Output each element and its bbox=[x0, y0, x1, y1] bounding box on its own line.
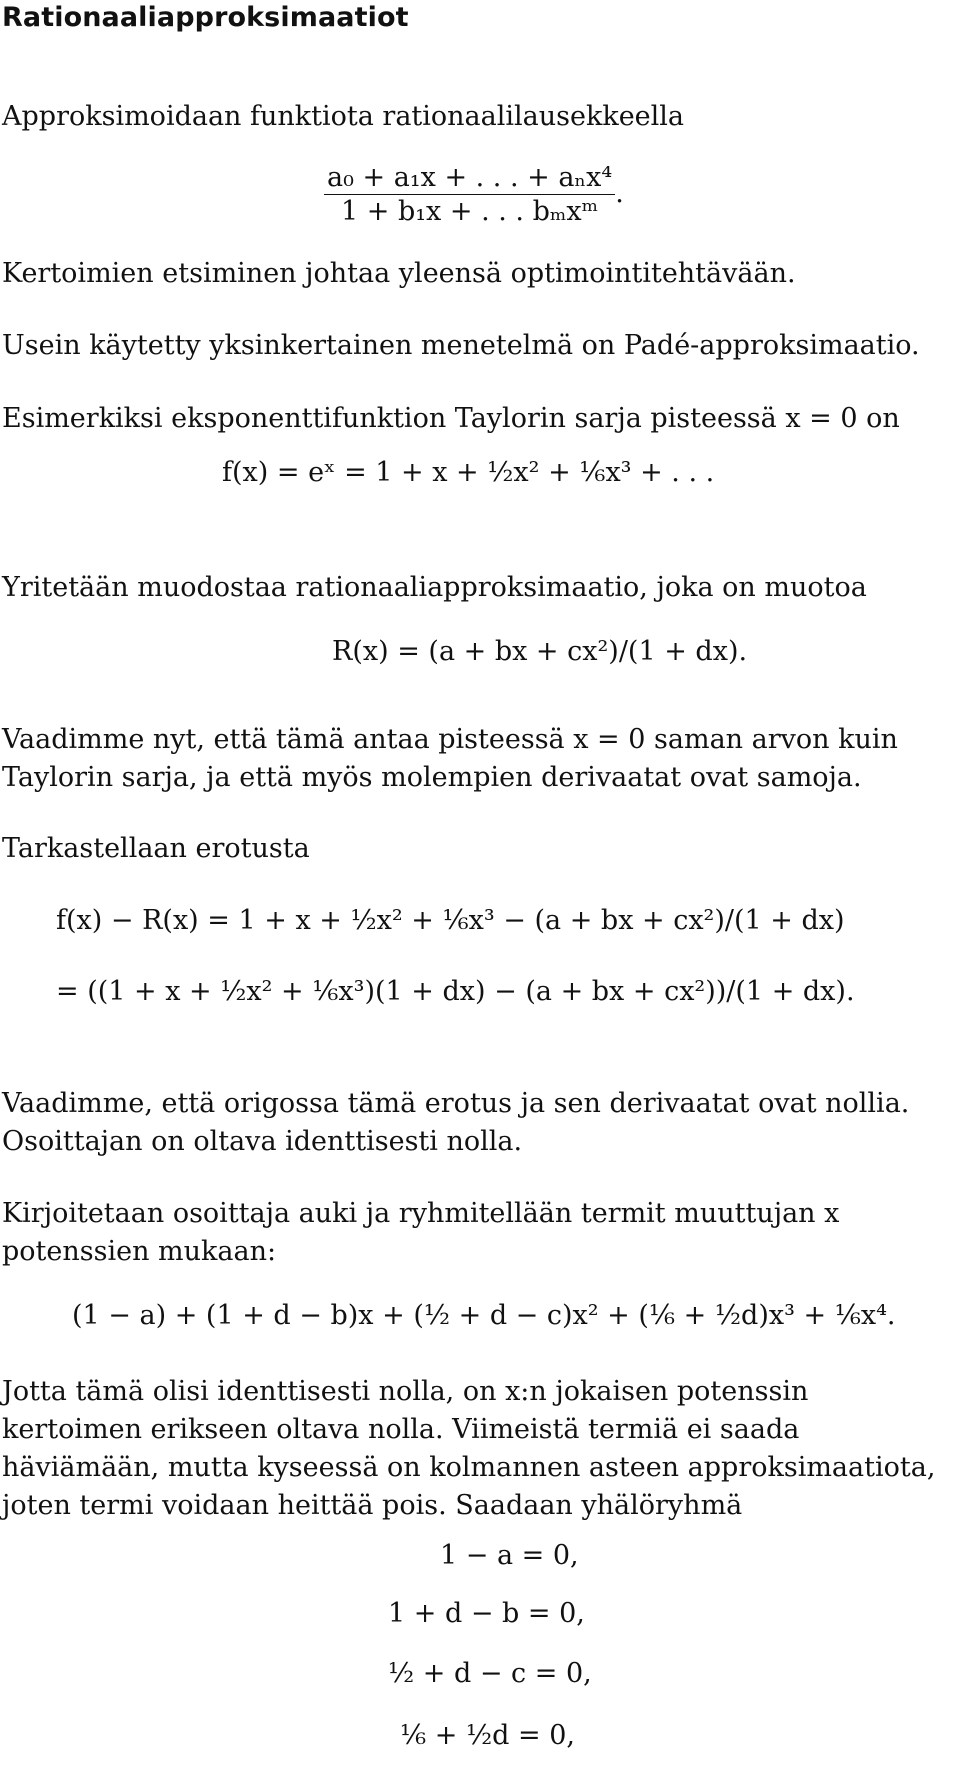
system-equation-1: 1 − a = 0, bbox=[440, 1540, 579, 1571]
fraction-numerator: a₀ + a₁x + . . . + aₙx⁴ bbox=[324, 164, 615, 195]
equation-expanded: (1 − a) + (1 + d − b)x + (½ + d − c)x² + (⅙ + ½d)x³ + ⅙x⁴. bbox=[72, 1300, 896, 1331]
paragraph-expand: Kirjoitetaan osoittaja auki ja ryhmitellään termit muuttujan x potenssien mukaan: bbox=[2, 1198, 840, 1267]
equation-taylor: f(x) = eˣ = 1 + x + ½x² + ⅙x³ + . . . bbox=[222, 457, 715, 488]
equation-rational-form: R(x) = (a + bx + cx²)/(1 + dx). bbox=[332, 636, 748, 667]
equation-tail: . bbox=[615, 178, 624, 209]
paragraph-requirement: Vaadimme nyt, että tämä antaa pisteessä x = 0 saman arvon kuin Taylorin sarja, ja että myös molempien derivaatat ovat samoja. bbox=[2, 724, 898, 793]
equation-difference-line1: f(x) − R(x) = 1 + x + ½x² + ⅙x³ − (a + bx + cx²)/(1 + dx) bbox=[56, 905, 845, 936]
equation-difference-line2: = ((1 + x + ½x² + ⅙x³)(1 + dx) − (a + bx + cx²))/(1 + dx). bbox=[56, 976, 855, 1007]
fraction bbox=[324, 164, 615, 225]
paragraph-coefficients: Kertoimien etsiminen johtaa yleensä optimointitehtävään. bbox=[2, 258, 796, 289]
system-equation-3: ½ + d − c = 0, bbox=[388, 1658, 592, 1689]
paragraph-difference: Tarkastellaan erotusta bbox=[2, 833, 310, 864]
paragraph-zero-derivatives: Vaadimme, että origossa tämä erotus ja sen derivaatat ovat nollia. Osoittajan on oltava identtisesti nolla. bbox=[2, 1088, 910, 1157]
paragraph-pade: Usein käytetty yksinkertainen menetelmä on Padé-approksimaatio. bbox=[2, 330, 920, 361]
equation-general-rational bbox=[324, 164, 624, 225]
paragraph-attempt: Yritetään muodostaa rationaaliapproksimaatio, joka on muotoa bbox=[2, 572, 867, 603]
paragraph-example: Esimerkiksi eksponenttifunktion Taylorin sarja pisteessä x = 0 on bbox=[2, 403, 900, 434]
fraction-denominator: 1 + b₁x + . . . bₘxᵐ bbox=[340, 196, 599, 227]
paragraph-intro: Approksimoidaan funktiota rationaalilausekkeella bbox=[2, 101, 685, 132]
system-equation-2: 1 + d − b = 0, bbox=[388, 1598, 585, 1629]
paragraph-system-intro: Jotta tämä olisi identtisesti nolla, on x:n jokaisen potenssin kertoimen erikseen oltava nolla. Viimeistä termiä ei saada häviämään, mutta kyseessä on kolmannen asteen approksimaatiota, joten termi voidaan heittää pois. Saadaan yhälöryhmä bbox=[2, 1376, 936, 1521]
page-title: Rationaaliapproksimaatiot bbox=[2, 2, 409, 33]
system-equation-4: ⅙ + ½d = 0, bbox=[400, 1720, 575, 1751]
